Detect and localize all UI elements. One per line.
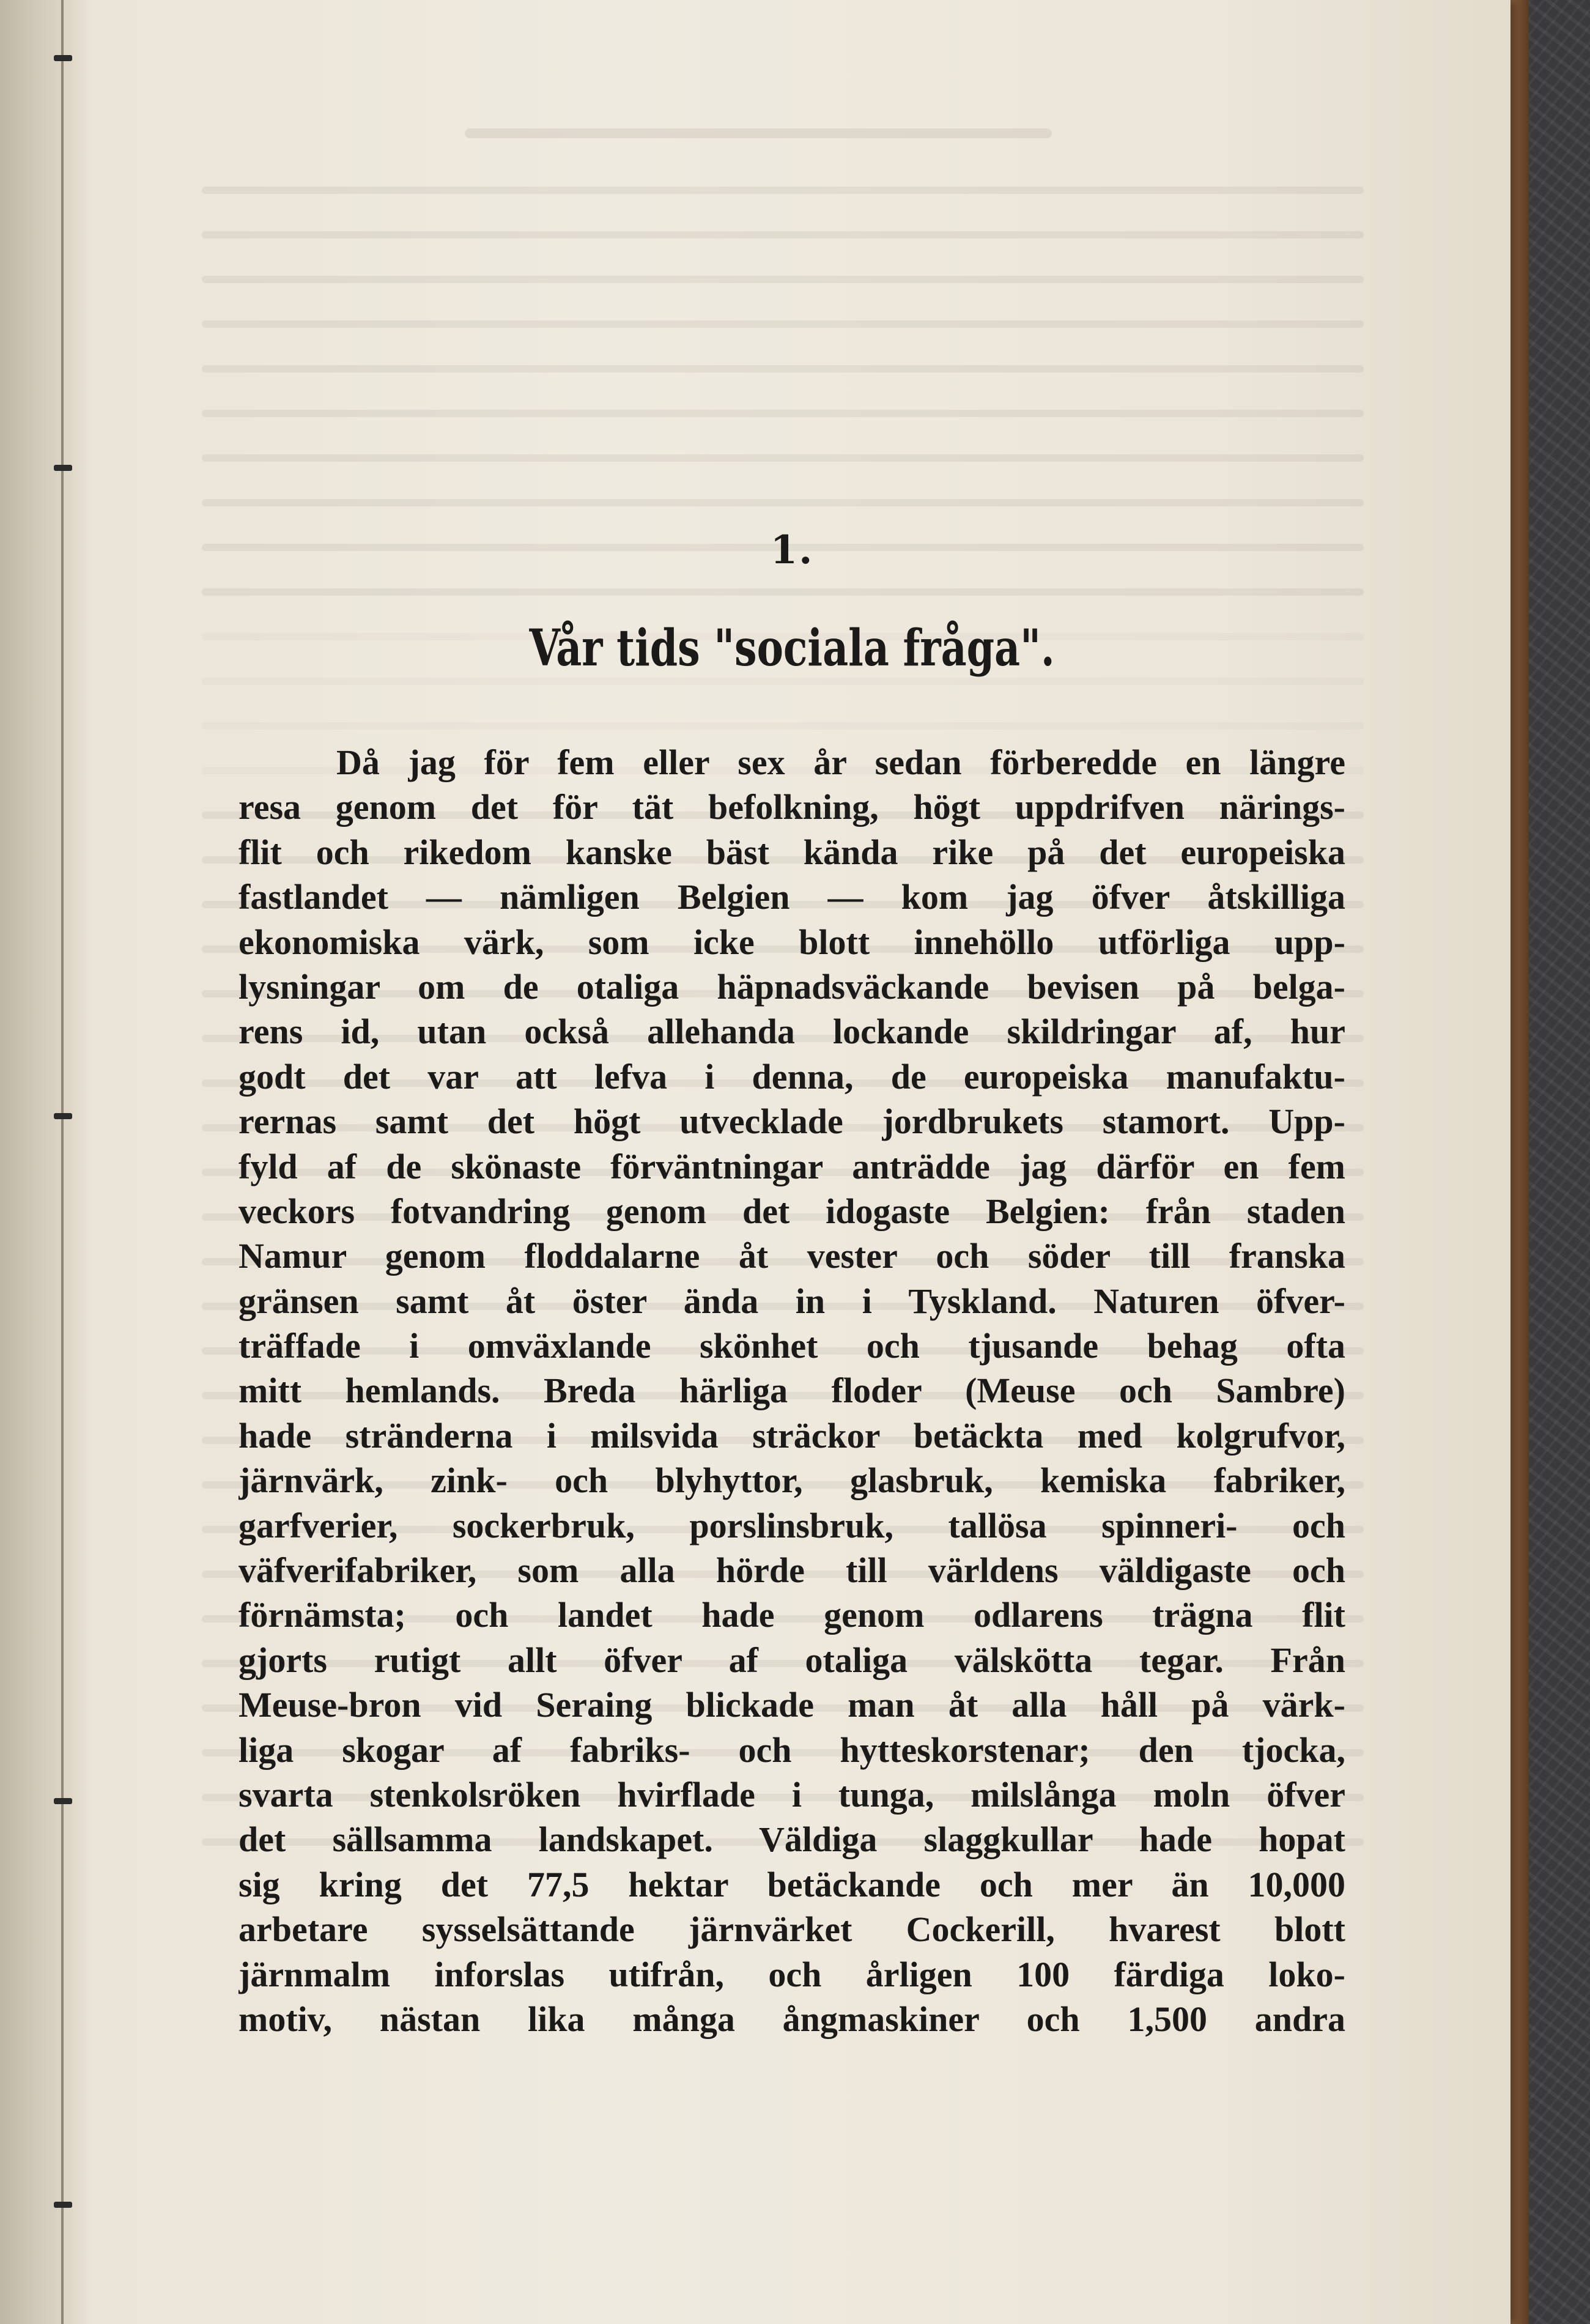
- show-through-line: [202, 187, 1364, 194]
- show-through-line: [202, 410, 1364, 417]
- text-line: järnvärk, zink- och blyhyttor, glasbruk, kemiska fabriker,: [239, 1460, 1345, 1501]
- text-line: ekonomiska värk, som icke blott innehöllo utförliga upp-: [239, 922, 1345, 962]
- text-line: svarta stenkolsröken hvirflade i tunga, milslånga moln öfver: [239, 1774, 1345, 1815]
- text-line: liga skogar af fabriks- och hytteskorstenar; den tjocka,: [239, 1730, 1345, 1770]
- text-line: resa genom det för tät befolkning, högt uppdrifven närings-: [239, 787, 1345, 827]
- show-through-line: [202, 276, 1364, 283]
- text-line: Meuse-bron vid Seraing blickade man åt alla håll på värk-: [239, 1685, 1345, 1725]
- text-line: Namur genom floddalarne åt vester och söder till franska: [239, 1236, 1345, 1276]
- text-line: rernas samt det högt utvecklade jordbrukets stamort. Upp-: [239, 1101, 1345, 1142]
- text-line: flit och rikedom kanske bäst kända rike på det europeiska: [239, 832, 1345, 872]
- binding-stitch: [54, 1113, 72, 1119]
- page-content: [239, 526, 1345, 2041]
- show-through-running-head: [465, 128, 1052, 138]
- text-line: sig kring det 77,5 hektar betäckande och mer än 10,000: [239, 1864, 1345, 1904]
- text-line: hade stränderna i milsvida sträckor betäckta med kolgrufvor,: [239, 1415, 1345, 1456]
- text-line: gjorts rutigt allt öfver af otaliga välskötta tegar. Från: [239, 1640, 1345, 1680]
- text-line: det sällsamma landskapet. Väldiga slaggkullar hade hopat: [239, 1819, 1345, 1860]
- show-through-line: [202, 454, 1364, 462]
- text-line: garfverier, sockerbruk, porslinsbruk, tallösa spinneri- och: [239, 1505, 1345, 1545]
- text-line: arbetare sysselsättande järnvärket Cockerill, hvarest blott: [239, 1909, 1345, 1950]
- spine-line: [61, 0, 64, 2324]
- text-line: rens id, utan också allehanda lockande skildringar af, hur: [239, 1012, 1345, 1052]
- chapter-number: 1.: [770, 527, 814, 573]
- text-line: gränsen samt åt öster ända in i Tyskland. Naturen öfver-: [239, 1281, 1345, 1321]
- binding-stitch: [54, 2202, 72, 2208]
- binding-stitch: [54, 1798, 72, 1804]
- page-gutter: [0, 0, 92, 2324]
- show-through-line: [202, 365, 1364, 372]
- text-line: motiv, nästan lika många ångmaskiner och 1,500 andra: [239, 1999, 1345, 2039]
- text-line: mitt hemlands. Breda härliga floder (Meuse och Sambre): [239, 1371, 1345, 1411]
- show-through-line: [202, 231, 1364, 239]
- text-line: Då jag för fem eller sex år sedan förberedde en längre: [336, 742, 1345, 782]
- chapter-title: Vår tids "sociala fråga".: [529, 619, 1055, 678]
- text-line: förnämsta; och landet hade genom odlarens trägna flit: [239, 1595, 1345, 1635]
- text-line: järnmalm inforslas utifrån, och årligen 100 färdiga loko-: [239, 1954, 1345, 1994]
- text-line: fastlandet — nämligen Belgien — kom jag öfver åtskilliga: [239, 877, 1345, 917]
- text-line: väfverifabriker, som alla hörde till världens väldigaste och: [239, 1550, 1345, 1591]
- binding-stitch: [54, 465, 72, 471]
- text-line: träffade i omväxlande skönhet och tjusande behag ofta: [239, 1326, 1345, 1366]
- text-line: fyld af de skönaste förväntningar anträdde jag därför en fem: [239, 1146, 1345, 1186]
- body-text: [239, 740, 1345, 2041]
- text-line: veckors fotvandring genom det idogaste Belgien: från staden: [239, 1191, 1345, 1231]
- binding-stitch: [54, 55, 72, 61]
- show-through-line: [202, 320, 1364, 328]
- show-through-line: [202, 499, 1364, 506]
- text-line: lysningar om de otaliga häpnadsväckande bevisen på belga-: [239, 966, 1345, 1007]
- text-line: godt det var att lefva i denna, de europeiska manufaktu-: [239, 1056, 1345, 1097]
